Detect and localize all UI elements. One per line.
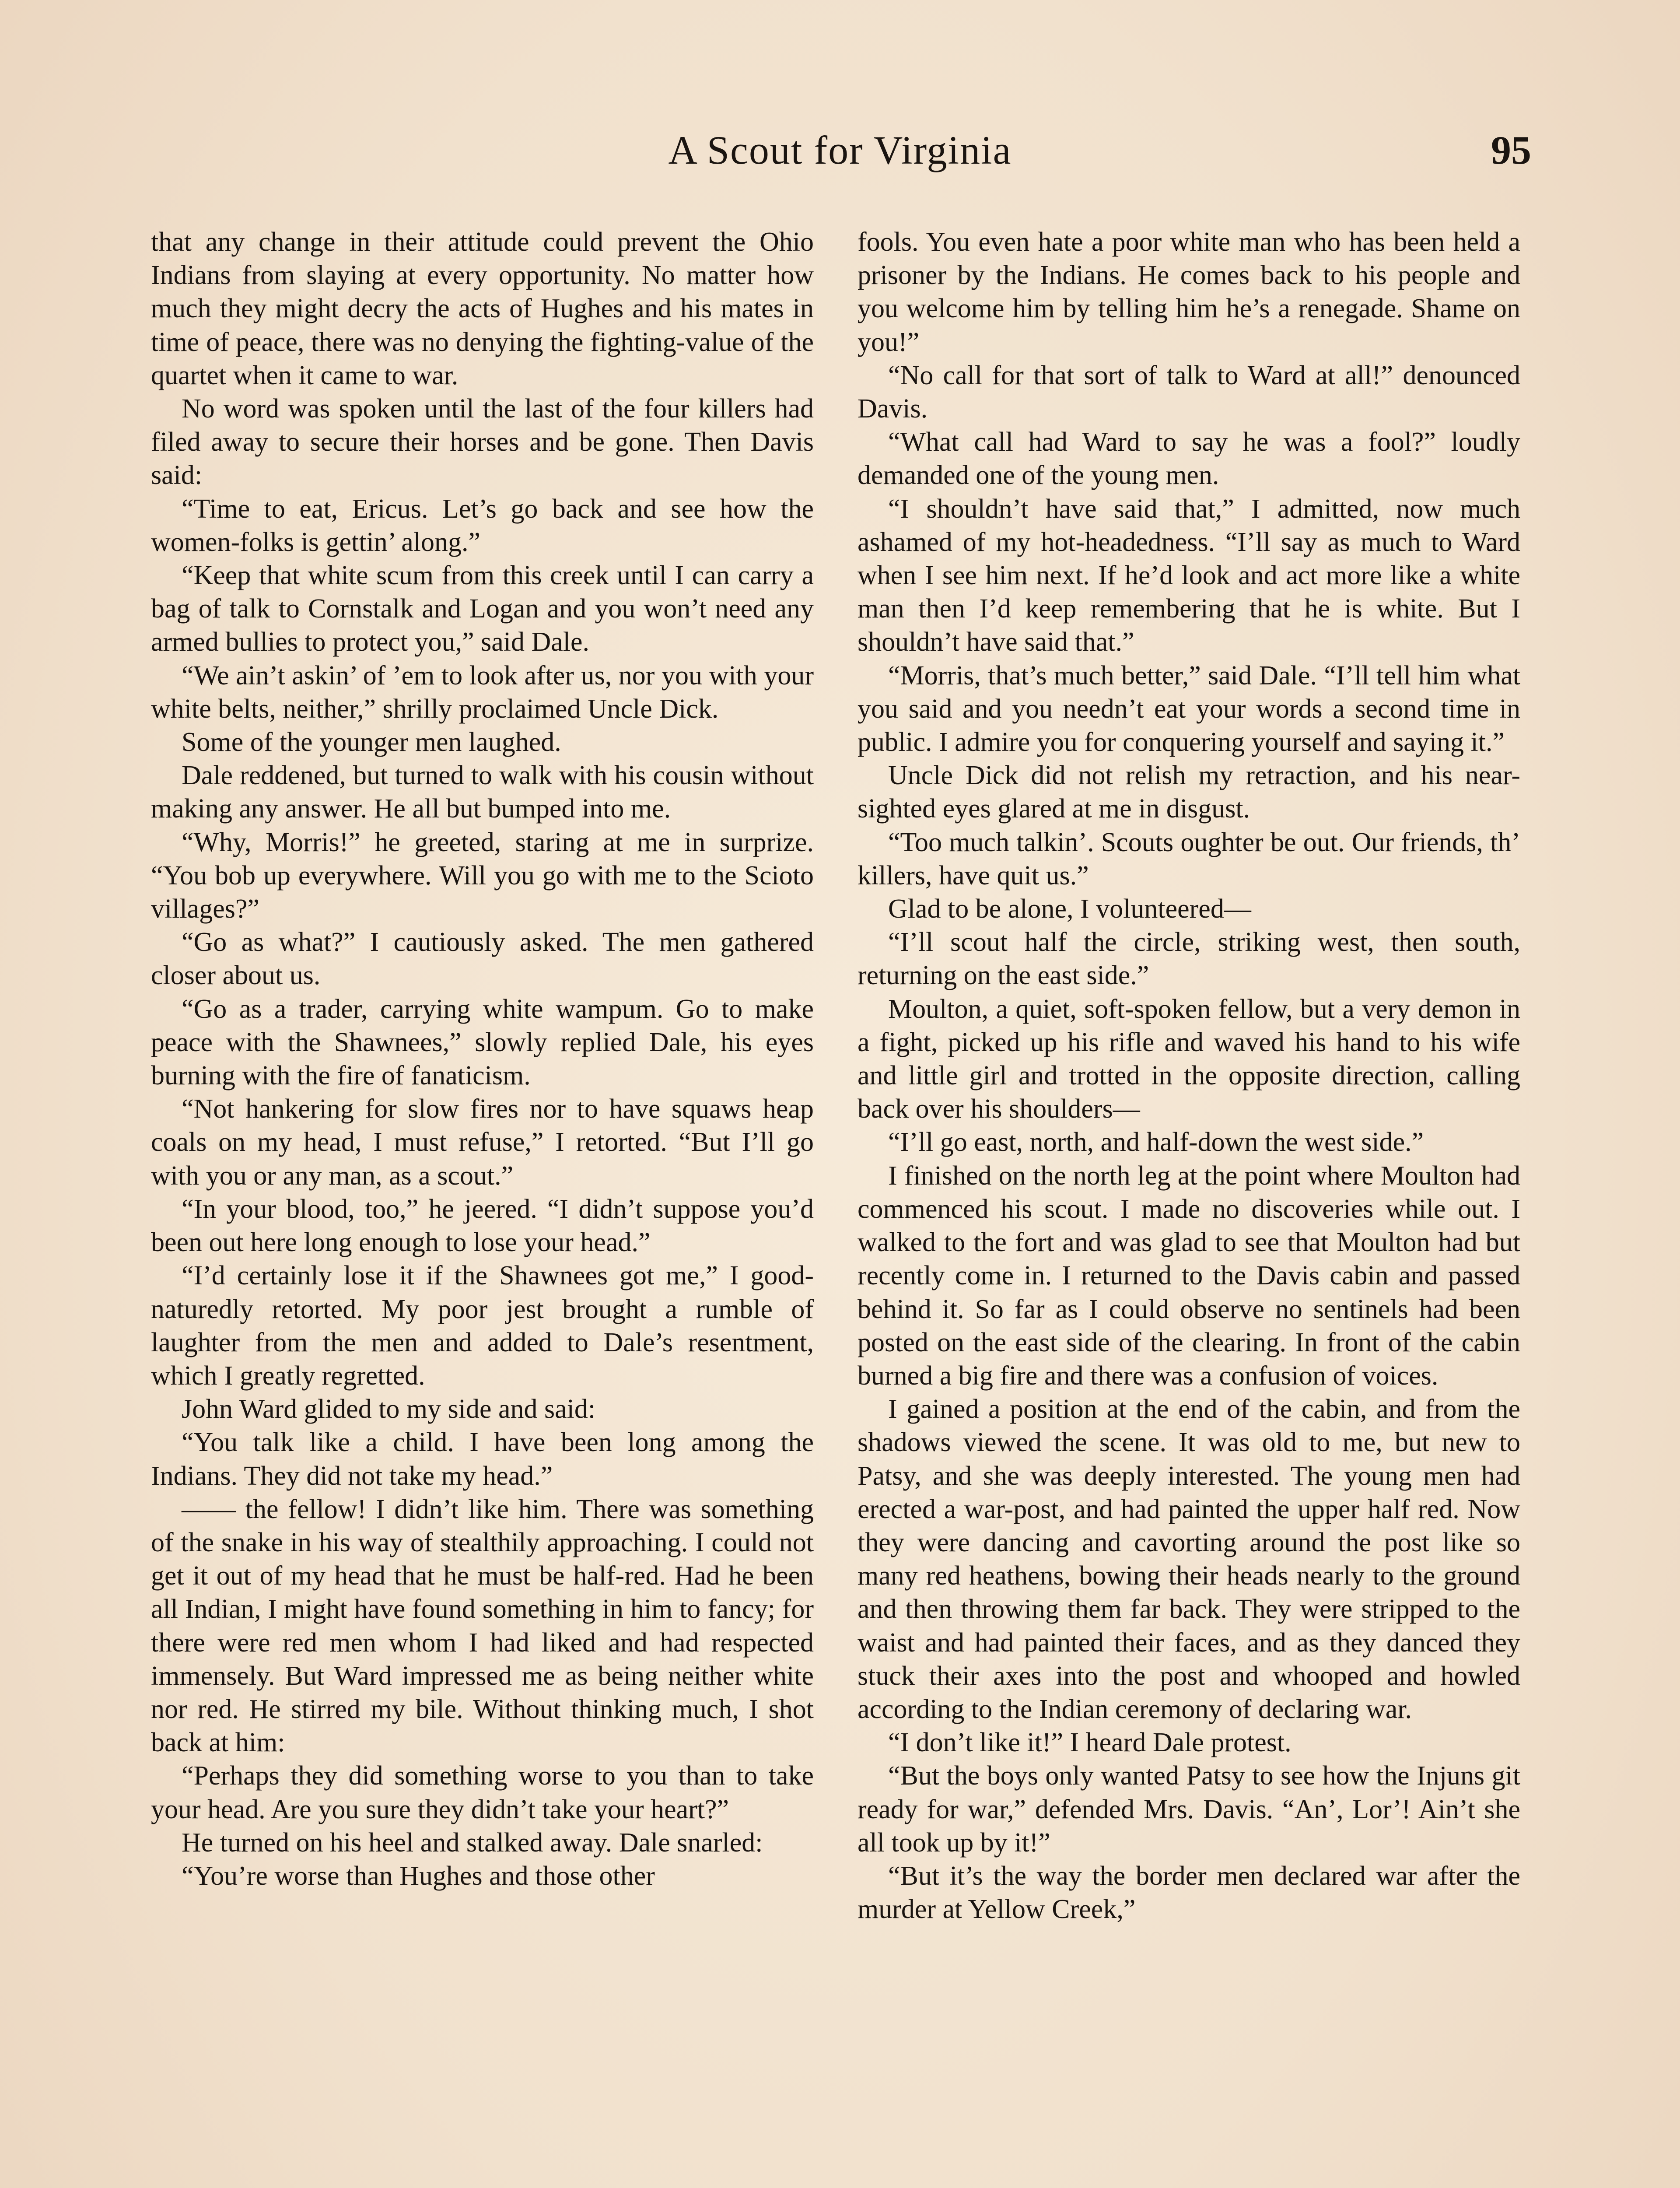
paragraph: “I’ll scout half the circle, striking west, then south, returning on the east side.” [858, 927, 1520, 991]
paragraph: “You talk like a child. I have been long among the Indians. They did not take my head.” [151, 1427, 814, 1491]
paragraph: “Perhaps they did something worse to you than to take your head. Are you sure they didn’t take your heart?” [151, 1761, 814, 1824]
paragraph: “I don’t like it!” I heard Dale protest. [888, 1728, 1292, 1758]
paragraph: “I’d certainly lose it if the Shawnees got me,” I good-naturedly retorted. My poor jest brought a rumble of laughter from the men and added to Dale’s resentment, which I greatly regretted. [151, 1261, 814, 1391]
paragraph: that any change in their attitude could prevent the Ohio Indians from slaying at every opportunity. No matter how much they might decry the acts of Hughes and his mates in time of peace, there was no denying the fighting-value of the quartet when it came to war. [151, 227, 814, 390]
paragraph: I gained a position at the end of the cabin, and from the shadows viewed the scene. It was old to me, but new to Patsy, and she was deeply interested. The young men had erected a war-post, and had painted the upper half red. Now they were dancing and cavorting around the post like so many red heathens, bowing their heads nearly to the ground and then throwing them far back. They were stripped to the waist and had painted their faces, and as they danced they stuck their axes into the post and whooped and howled according to the Indian ceremony of declaring war. [858, 1394, 1520, 1724]
paragraph: “I shouldn’t have said that,” I admitted, now much ashamed of my hot-headedness. “I’ll say as much to Ward when I see him next. If he’d look and act more like a white man then I’d keep remembering that he is white. But I shouldn’t have said that.” [858, 494, 1520, 657]
paragraph: “Go as a trader, carrying white wampum. Go to make peace with the Shawnees,” slowly replied Dale, his eyes burning with the fire of fanaticism. [151, 994, 814, 1091]
running-title: A Scout for Virginia [668, 128, 1012, 172]
paragraph: Uncle Dick did not relish my retraction, and his near-sighted eyes glared at me in disgust. [858, 761, 1520, 824]
page-header [149, 127, 1531, 188]
paragraph: Dale reddened, but turned to walk with his cousin without making any answer. He all but bumped into me. [151, 761, 814, 824]
paragraph: fools. You even hate a poor white man who has been held a prisoner by the Indians. He comes back to his people and you welcome him by telling him he’s a renegade. Shame on you!” [858, 227, 1520, 357]
paragraph: —— the fellow! I didn’t like him. There was something of the snake in his way of stealthily approaching. I could not get it out of my head that he must be half-red. Had he been all Indian, I might have found something in him to fancy; for there were red men whom I had liked and had respected immensely. But Ward impressed me as being neither white nor red. He stirred my bile. Without thinking much, I shot back at him: [151, 1494, 814, 1758]
paragraph: “Go as what?” I cautiously asked. The men gathered closer about us. [151, 927, 814, 991]
paragraph: Moulton, a quiet, soft-spoken fellow, but a very demon in a fight, picked up his rifle and waved his hand to his wife and little girl and trotted in the opposite direction, calling back over his shoulders— [858, 994, 1520, 1124]
paragraph: No word was spoken until the last of the four killers had filed away to secure their horses and be gone. Then Davis said: [151, 394, 814, 491]
left-column [151, 225, 814, 1893]
paragraph: Glad to be alone, I volunteered— [888, 894, 1251, 924]
paragraph: “Time to eat, Ericus. Let’s go back and see how the women-folks is gettin’ along.” [151, 494, 814, 557]
paragraph: “I’ll go east, north, and half-down the west side.” [888, 1127, 1424, 1157]
paragraph: John Ward glided to my side and said: [182, 1394, 596, 1424]
paragraph: “Morris, that’s much better,” said Dale. “I’ll tell him what you said and you needn’t eat your words a second time in public. I admire you for conquering yourself and saying it.” [858, 660, 1520, 757]
paragraph: “Why, Morris!” he greeted, staring at me in surprize. “You bob up everywhere. Will you go with me to the Scioto villages?” [151, 827, 814, 924]
paragraph: Some of the younger men laughed. [182, 727, 561, 757]
paragraph: “Not hankering for slow fires nor to have squaws heap coals on my head, I must refuse,” I retorted. “But I’ll go with you or any man, as a scout.” [151, 1094, 814, 1191]
right-column [858, 225, 1520, 1926]
paragraph: “Too much talkin’. Scouts oughter be out. Our friends, th’ killers, have quit us.” [858, 827, 1520, 891]
paragraph: “But it’s the way the border men declared war after the murder at Yellow Creek,” [858, 1861, 1520, 1925]
paragraph: “No call for that sort of talk to Ward at all!” denounced Davis. [858, 360, 1520, 424]
paragraph: “But the boys only wanted Patsy to see how the Injuns git ready for war,” defended Mrs. Davis. “An’, Lor’! Ain’t she all took up by it!” [858, 1761, 1520, 1858]
paragraph: He turned on his heel and stalked away. Dale snarled: [182, 1827, 763, 1858]
paragraph: “In your blood, too,” he jeered. “I didn’t suppose you’d been out here long enough to lose your head.” [151, 1194, 814, 1258]
paragraph: “We ain’t askin’ of ’em to look after us, nor you with your white belts, neither,” shrilly proclaimed Uncle Dick. [151, 660, 814, 724]
page-number: 95 [1491, 128, 1531, 172]
paragraph: “You’re worse than Hughes and those other [182, 1861, 655, 1891]
paragraph: “What call had Ward to say he was a fool?” loudly demanded one of the young men. [858, 427, 1520, 491]
paragraph: I finished on the north leg at the point where Moulton had commenced his scout. I made no discoveries while out. I walked to the fort and was glad to see that Moulton had but recently come in. I returned to the Davis cabin and passed behind it. So far as I could observe no sentinels had been posted on the east side of the clearing. In front of the cabin burned a big fire and there was a confusion of voices. [858, 1161, 1520, 1391]
paragraph: “Keep that white scum from this creek until I can carry a bag of talk to Cornstalk and Logan and you won’t need any armed bullies to protect you,” said Dale. [151, 561, 814, 657]
